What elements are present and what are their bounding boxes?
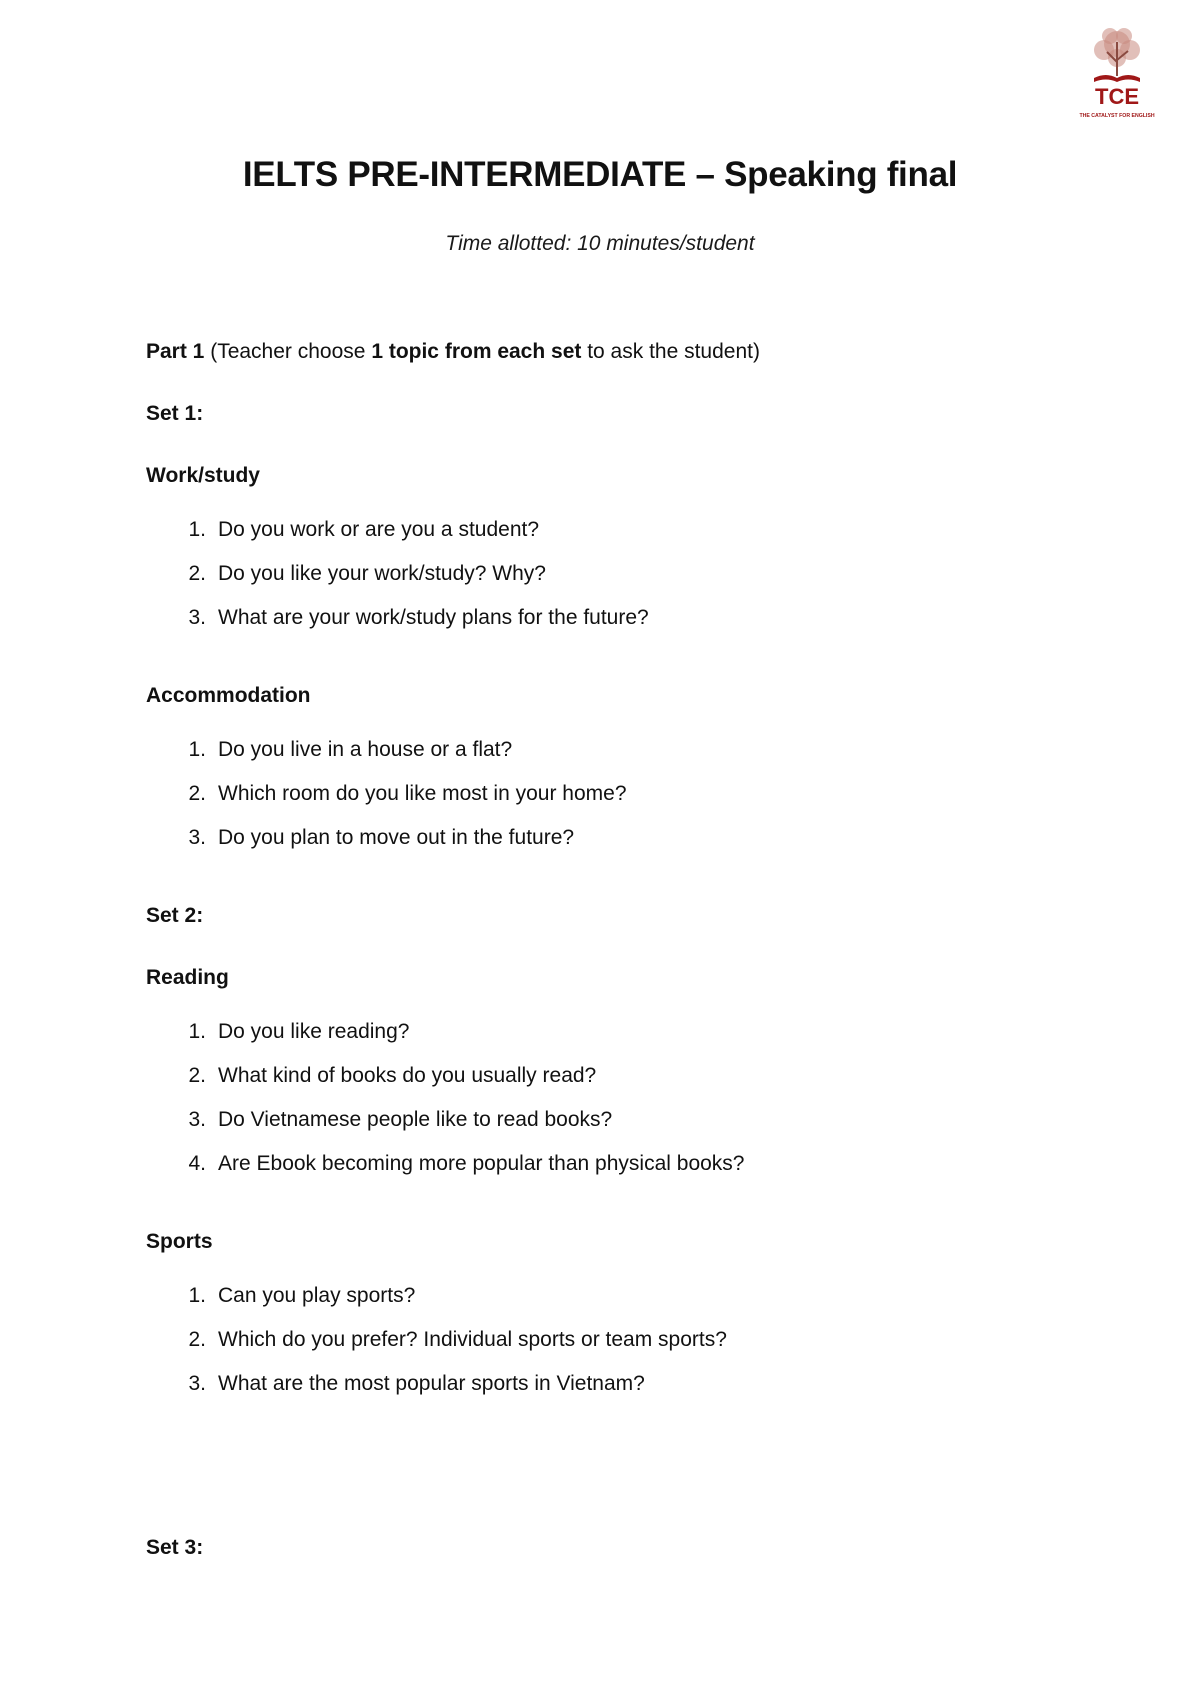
question-text: Do you plan to move out in the future? [218,826,575,849]
list-item [146,826,1106,870]
instruction-text-2: to ask the student) [581,340,760,363]
question-text: Do Vietnamese people like to read books? [218,1108,613,1131]
question-number: 3. [188,826,206,849]
question-text: Which do you prefer? Individual sports or team sports? [218,1328,727,1351]
set-heading: Set 2: [146,904,204,927]
logo-tagline: THE CATALYST FOR ENGLISH [1079,113,1155,119]
question-number: 2. [188,1064,206,1087]
question-number: 1. [188,738,206,761]
question-list [146,738,1106,870]
question-text: Which room do you like most in your home? [218,782,627,805]
question-number: 3. [188,1108,206,1131]
list-item [146,1328,1106,1372]
tce-logo [1062,14,1172,124]
part-label: Part 1 [146,340,205,363]
instruction-text-1: (Teacher choose [204,340,372,363]
part-1-instructions [146,340,1106,364]
question-list [146,1020,1106,1196]
set-heading: Set 1: [146,402,204,425]
list-item [146,1152,1106,1196]
question-text: Do you like your work/study? Why? [218,562,546,585]
question-number: 4. [188,1152,206,1175]
logo-text: TCE [1095,84,1139,109]
instruction-emphasis: 1 topic from each set [371,340,582,363]
document-body [146,340,1106,1598]
question-text: Are Ebook becoming more popular than physical books? [218,1152,745,1175]
time-allotted: Time allotted: 10 minutes/student [445,232,755,255]
question-number: 1. [188,1284,206,1307]
blank-space [146,1450,1106,1536]
list-item [146,1064,1106,1108]
list-item [146,1284,1106,1328]
question-number: 1. [188,1020,206,1043]
question-number: 3. [188,606,206,629]
list-item [146,1020,1106,1064]
list-item [146,1108,1106,1152]
question-text: What are your work/study plans for the future? [218,606,649,629]
list-item [146,562,1106,606]
list-item [146,518,1106,562]
topic-heading: Work/study [146,464,260,487]
document-title: IELTS PRE-INTERMEDIATE – Speaking final [242,155,958,194]
list-item [146,738,1106,782]
topic-heading: Accommodation [146,684,311,707]
question-number: 1. [188,518,206,541]
tree-book-logo-icon [1062,14,1172,124]
question-number: 2. [188,1328,206,1351]
set-heading: Set 3: [146,1536,204,1559]
list-item [146,782,1106,826]
list-item [146,1372,1106,1416]
question-text: What are the most popular sports in Vietnam? [218,1372,645,1395]
question-text: Do you live in a house or a flat? [218,738,513,761]
question-text: Can you play sports? [218,1284,416,1307]
question-number: 2. [188,562,206,585]
question-number: 3. [188,1372,206,1395]
topic-heading: Reading [146,966,229,989]
question-list [146,1284,1106,1416]
question-text: Do you work or are you a student? [218,518,540,541]
question-number: 2. [188,782,206,805]
question-list [146,518,1106,650]
question-text: What kind of books do you usually read? [218,1064,597,1087]
question-text: Do you like reading? [218,1020,410,1043]
list-item [146,606,1106,650]
topic-heading: Sports [146,1230,213,1253]
